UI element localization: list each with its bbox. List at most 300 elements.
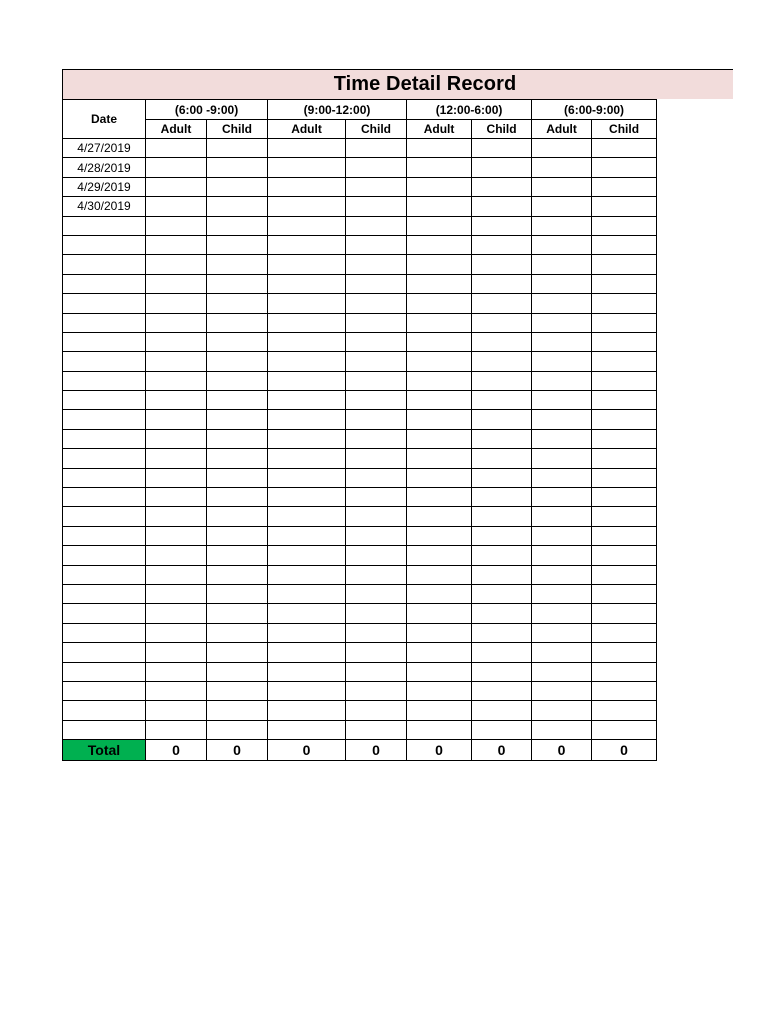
count-cell[interactable] xyxy=(268,274,346,293)
count-cell[interactable] xyxy=(472,235,532,254)
count-cell[interactable] xyxy=(407,643,472,662)
count-cell[interactable] xyxy=(407,584,472,603)
count-cell[interactable] xyxy=(346,197,407,216)
count-cell[interactable] xyxy=(407,546,472,565)
count-cell[interactable] xyxy=(146,371,207,390)
count-cell[interactable] xyxy=(146,604,207,623)
count-cell[interactable] xyxy=(207,546,268,565)
total-value: 0 xyxy=(472,740,532,761)
count-cell[interactable] xyxy=(532,546,592,565)
count-cell[interactable] xyxy=(532,274,592,293)
count-cell[interactable] xyxy=(146,701,207,720)
count-cell[interactable] xyxy=(207,584,268,603)
count-cell[interactable] xyxy=(268,584,346,603)
count-cell[interactable] xyxy=(407,681,472,700)
count-cell[interactable] xyxy=(268,352,346,371)
date-cell[interactable] xyxy=(63,429,146,448)
total-value: 0 xyxy=(346,740,407,761)
count-cell[interactable] xyxy=(407,352,472,371)
count-cell[interactable] xyxy=(407,313,472,332)
date-cell[interactable] xyxy=(63,449,146,468)
count-cell[interactable] xyxy=(407,294,472,313)
count-cell[interactable] xyxy=(268,507,346,526)
count-cell[interactable] xyxy=(532,643,592,662)
count-cell[interactable] xyxy=(268,720,346,739)
count-cell[interactable] xyxy=(346,177,407,196)
count-cell[interactable] xyxy=(346,507,407,526)
count-cell[interactable] xyxy=(592,371,657,390)
count-cell[interactable] xyxy=(346,371,407,390)
total-value: 0 xyxy=(146,740,207,761)
count-cell[interactable] xyxy=(592,332,657,351)
count-cell[interactable] xyxy=(268,177,346,196)
count-cell[interactable] xyxy=(207,643,268,662)
count-cell[interactable] xyxy=(268,139,346,158)
count-cell[interactable] xyxy=(407,526,472,545)
count-cell[interactable] xyxy=(346,429,407,448)
count-cell[interactable] xyxy=(207,662,268,681)
count-cell[interactable] xyxy=(146,410,207,429)
count-cell[interactable] xyxy=(592,643,657,662)
count-cell[interactable] xyxy=(407,720,472,739)
count-cell[interactable] xyxy=(532,197,592,216)
count-cell[interactable] xyxy=(346,720,407,739)
count-cell[interactable] xyxy=(346,604,407,623)
date-cell[interactable] xyxy=(63,274,146,293)
table-row xyxy=(63,720,657,739)
count-cell[interactable] xyxy=(146,720,207,739)
count-cell[interactable] xyxy=(268,371,346,390)
count-cell[interactable] xyxy=(472,313,532,332)
date-cell[interactable] xyxy=(63,662,146,681)
count-cell[interactable] xyxy=(532,488,592,507)
count-cell[interactable] xyxy=(472,429,532,448)
child-header: Child xyxy=(346,120,407,139)
count-cell[interactable] xyxy=(207,488,268,507)
count-cell[interactable] xyxy=(472,681,532,700)
count-cell[interactable] xyxy=(592,216,657,235)
date-cell[interactable] xyxy=(63,391,146,410)
count-cell[interactable] xyxy=(146,197,207,216)
count-cell[interactable] xyxy=(592,197,657,216)
count-cell[interactable] xyxy=(346,526,407,545)
date-cell[interactable] xyxy=(63,526,146,545)
count-cell[interactable] xyxy=(407,662,472,681)
count-cell[interactable] xyxy=(472,584,532,603)
count-cell[interactable] xyxy=(472,526,532,545)
date-cell[interactable] xyxy=(63,313,146,332)
date-cell[interactable] xyxy=(63,468,146,487)
count-cell[interactable] xyxy=(407,235,472,254)
count-cell[interactable] xyxy=(592,604,657,623)
date-cell[interactable] xyxy=(63,565,146,584)
count-cell[interactable] xyxy=(346,410,407,429)
count-cell[interactable] xyxy=(532,604,592,623)
count-cell[interactable] xyxy=(592,313,657,332)
date-cell[interactable] xyxy=(63,681,146,700)
count-cell[interactable] xyxy=(268,449,346,468)
count-cell[interactable] xyxy=(532,391,592,410)
count-cell[interactable] xyxy=(592,565,657,584)
count-cell[interactable] xyxy=(592,352,657,371)
count-cell[interactable] xyxy=(207,177,268,196)
count-cell[interactable] xyxy=(592,507,657,526)
count-cell[interactable] xyxy=(592,584,657,603)
count-cell[interactable] xyxy=(207,449,268,468)
count-cell[interactable] xyxy=(207,507,268,526)
count-cell[interactable] xyxy=(207,216,268,235)
count-cell[interactable] xyxy=(346,332,407,351)
count-cell[interactable] xyxy=(268,197,346,216)
count-cell[interactable] xyxy=(407,391,472,410)
count-cell[interactable] xyxy=(532,294,592,313)
count-cell[interactable] xyxy=(472,720,532,739)
date-cell[interactable] xyxy=(63,623,146,642)
count-cell[interactable] xyxy=(207,623,268,642)
count-cell[interactable] xyxy=(207,255,268,274)
count-cell[interactable] xyxy=(472,255,532,274)
count-cell[interactable] xyxy=(346,158,407,177)
count-cell[interactable] xyxy=(146,294,207,313)
count-cell[interactable] xyxy=(146,255,207,274)
count-cell[interactable] xyxy=(472,468,532,487)
date-cell[interactable] xyxy=(63,546,146,565)
date-cell[interactable] xyxy=(63,332,146,351)
count-cell[interactable] xyxy=(346,235,407,254)
count-cell[interactable] xyxy=(268,332,346,351)
count-cell[interactable] xyxy=(207,158,268,177)
date-cell[interactable] xyxy=(63,584,146,603)
count-cell[interactable] xyxy=(532,584,592,603)
count-cell[interactable] xyxy=(346,584,407,603)
count-cell[interactable] xyxy=(407,139,472,158)
count-cell[interactable] xyxy=(592,429,657,448)
count-cell[interactable] xyxy=(592,526,657,545)
count-cell[interactable] xyxy=(532,410,592,429)
count-cell[interactable] xyxy=(472,410,532,429)
count-cell[interactable] xyxy=(532,681,592,700)
count-cell[interactable] xyxy=(268,526,346,545)
count-cell[interactable] xyxy=(207,352,268,371)
count-cell[interactable] xyxy=(346,255,407,274)
count-cell[interactable] xyxy=(592,546,657,565)
date-cell[interactable] xyxy=(63,701,146,720)
count-cell[interactable] xyxy=(146,488,207,507)
count-cell[interactable] xyxy=(532,177,592,196)
count-cell[interactable] xyxy=(532,332,592,351)
count-cell[interactable] xyxy=(407,197,472,216)
count-cell[interactable] xyxy=(472,449,532,468)
count-cell[interactable] xyxy=(592,701,657,720)
count-cell[interactable] xyxy=(472,662,532,681)
count-cell[interactable] xyxy=(592,235,657,254)
count-cell[interactable] xyxy=(407,255,472,274)
count-cell[interactable] xyxy=(472,507,532,526)
count-cell[interactable] xyxy=(407,488,472,507)
count-cell[interactable] xyxy=(268,488,346,507)
count-cell[interactable] xyxy=(207,565,268,584)
count-cell[interactable] xyxy=(146,429,207,448)
count-cell[interactable] xyxy=(207,391,268,410)
count-cell[interactable] xyxy=(407,274,472,293)
count-cell[interactable] xyxy=(268,681,346,700)
count-cell[interactable] xyxy=(592,294,657,313)
count-cell[interactable] xyxy=(146,662,207,681)
count-cell[interactable] xyxy=(592,177,657,196)
count-cell[interactable] xyxy=(146,565,207,584)
date-cell[interactable] xyxy=(63,255,146,274)
count-cell[interactable] xyxy=(407,177,472,196)
count-cell[interactable] xyxy=(207,139,268,158)
count-cell[interactable] xyxy=(532,468,592,487)
count-cell[interactable] xyxy=(592,158,657,177)
count-cell[interactable] xyxy=(268,565,346,584)
count-cell[interactable] xyxy=(407,449,472,468)
count-cell[interactable] xyxy=(268,604,346,623)
count-cell[interactable] xyxy=(532,158,592,177)
count-cell[interactable] xyxy=(532,235,592,254)
count-cell[interactable] xyxy=(207,604,268,623)
date-cell[interactable] xyxy=(63,352,146,371)
period-header: (6:00-9:00) xyxy=(532,100,657,120)
count-cell[interactable] xyxy=(146,352,207,371)
count-cell[interactable] xyxy=(346,313,407,332)
count-cell[interactable] xyxy=(407,701,472,720)
count-cell[interactable] xyxy=(268,662,346,681)
date-cell[interactable] xyxy=(63,720,146,739)
count-cell[interactable] xyxy=(592,410,657,429)
count-cell[interactable] xyxy=(207,720,268,739)
count-cell[interactable] xyxy=(207,274,268,293)
count-cell[interactable] xyxy=(346,274,407,293)
count-cell[interactable] xyxy=(472,488,532,507)
count-cell[interactable] xyxy=(346,565,407,584)
table-row xyxy=(63,701,657,720)
count-cell[interactable] xyxy=(146,449,207,468)
count-cell[interactable] xyxy=(407,429,472,448)
count-cell[interactable] xyxy=(592,623,657,642)
count-cell[interactable] xyxy=(146,643,207,662)
date-cell[interactable] xyxy=(63,643,146,662)
count-cell[interactable] xyxy=(532,429,592,448)
count-cell[interactable] xyxy=(472,274,532,293)
count-cell[interactable] xyxy=(146,177,207,196)
count-cell[interactable] xyxy=(146,158,207,177)
count-cell[interactable] xyxy=(346,546,407,565)
count-cell[interactable] xyxy=(346,468,407,487)
table-row xyxy=(63,623,657,642)
count-cell[interactable] xyxy=(207,410,268,429)
count-cell[interactable] xyxy=(146,584,207,603)
count-cell[interactable] xyxy=(146,332,207,351)
count-cell[interactable] xyxy=(207,468,268,487)
count-cell[interactable] xyxy=(207,371,268,390)
count-cell[interactable] xyxy=(532,623,592,642)
table-row xyxy=(63,332,657,351)
count-cell[interactable] xyxy=(472,546,532,565)
count-cell[interactable] xyxy=(268,643,346,662)
count-cell[interactable] xyxy=(146,391,207,410)
count-cell[interactable] xyxy=(268,158,346,177)
count-cell[interactable] xyxy=(207,526,268,545)
table-row xyxy=(63,255,657,274)
count-cell[interactable] xyxy=(146,216,207,235)
count-cell[interactable] xyxy=(407,565,472,584)
count-cell[interactable] xyxy=(346,139,407,158)
count-cell[interactable] xyxy=(472,332,532,351)
table-row xyxy=(63,197,657,216)
count-cell[interactable] xyxy=(268,410,346,429)
count-cell[interactable] xyxy=(472,623,532,642)
count-cell[interactable] xyxy=(532,565,592,584)
count-cell[interactable] xyxy=(346,662,407,681)
count-cell[interactable] xyxy=(346,294,407,313)
count-cell[interactable] xyxy=(472,197,532,216)
count-cell[interactable] xyxy=(472,294,532,313)
count-cell[interactable] xyxy=(472,565,532,584)
count-cell[interactable] xyxy=(532,255,592,274)
date-cell[interactable] xyxy=(63,371,146,390)
count-cell[interactable] xyxy=(472,158,532,177)
count-cell[interactable] xyxy=(532,701,592,720)
count-cell[interactable] xyxy=(532,139,592,158)
table-row xyxy=(63,662,657,681)
count-cell[interactable] xyxy=(592,720,657,739)
count-cell[interactable] xyxy=(407,604,472,623)
count-cell[interactable] xyxy=(207,294,268,313)
count-cell[interactable] xyxy=(146,681,207,700)
count-cell[interactable] xyxy=(268,701,346,720)
count-cell[interactable] xyxy=(346,681,407,700)
count-cell[interactable] xyxy=(532,449,592,468)
count-cell[interactable] xyxy=(592,468,657,487)
count-cell[interactable] xyxy=(346,449,407,468)
count-cell[interactable] xyxy=(407,371,472,390)
count-cell[interactable] xyxy=(268,313,346,332)
count-cell[interactable] xyxy=(346,643,407,662)
count-cell[interactable] xyxy=(472,352,532,371)
count-cell[interactable] xyxy=(268,294,346,313)
count-cell[interactable] xyxy=(268,623,346,642)
count-cell[interactable] xyxy=(532,662,592,681)
date-cell[interactable] xyxy=(63,604,146,623)
date-cell[interactable]: 4/29/2019 xyxy=(63,177,146,196)
count-cell[interactable] xyxy=(146,468,207,487)
count-cell[interactable] xyxy=(207,332,268,351)
date-cell[interactable] xyxy=(63,488,146,507)
count-cell[interactable] xyxy=(532,313,592,332)
count-cell[interactable] xyxy=(346,623,407,642)
table-row xyxy=(63,604,657,623)
count-cell[interactable] xyxy=(268,235,346,254)
count-cell[interactable] xyxy=(268,216,346,235)
date-cell[interactable] xyxy=(63,216,146,235)
count-cell[interactable] xyxy=(207,429,268,448)
count-cell[interactable] xyxy=(268,546,346,565)
table-row xyxy=(63,449,657,468)
count-cell[interactable] xyxy=(532,720,592,739)
date-cell[interactable]: 4/27/2019 xyxy=(63,139,146,158)
date-cell[interactable] xyxy=(63,410,146,429)
count-cell[interactable] xyxy=(532,507,592,526)
count-cell[interactable] xyxy=(207,701,268,720)
count-cell[interactable] xyxy=(146,274,207,293)
count-cell[interactable] xyxy=(146,623,207,642)
count-cell[interactable] xyxy=(268,255,346,274)
count-cell[interactable] xyxy=(346,391,407,410)
count-cell[interactable] xyxy=(268,391,346,410)
child-header: Child xyxy=(472,120,532,139)
count-cell[interactable] xyxy=(268,429,346,448)
count-cell[interactable] xyxy=(146,526,207,545)
table-row xyxy=(63,313,657,332)
date-cell[interactable] xyxy=(63,507,146,526)
count-cell[interactable] xyxy=(532,526,592,545)
count-cell[interactable] xyxy=(592,488,657,507)
count-cell[interactable] xyxy=(146,546,207,565)
count-cell[interactable] xyxy=(407,332,472,351)
count-cell[interactable] xyxy=(346,352,407,371)
count-cell[interactable] xyxy=(592,139,657,158)
count-cell[interactable] xyxy=(472,391,532,410)
count-cell[interactable] xyxy=(346,701,407,720)
table-row xyxy=(63,468,657,487)
count-cell[interactable] xyxy=(592,662,657,681)
count-cell[interactable] xyxy=(207,235,268,254)
table-row xyxy=(63,410,657,429)
count-cell[interactable] xyxy=(146,139,207,158)
count-cell[interactable] xyxy=(592,255,657,274)
count-cell[interactable] xyxy=(592,274,657,293)
count-cell[interactable] xyxy=(472,701,532,720)
date-cell[interactable]: 4/28/2019 xyxy=(63,158,146,177)
count-cell[interactable] xyxy=(532,371,592,390)
count-cell[interactable] xyxy=(472,643,532,662)
date-cell[interactable]: 4/30/2019 xyxy=(63,197,146,216)
count-cell[interactable] xyxy=(592,681,657,700)
count-cell[interactable] xyxy=(472,604,532,623)
count-cell[interactable] xyxy=(207,681,268,700)
count-cell[interactable] xyxy=(146,507,207,526)
date-cell[interactable] xyxy=(63,294,146,313)
date-cell[interactable] xyxy=(63,235,146,254)
count-cell[interactable] xyxy=(346,216,407,235)
table-row xyxy=(63,546,657,565)
count-cell[interactable] xyxy=(472,216,532,235)
count-cell[interactable] xyxy=(207,313,268,332)
table-row xyxy=(63,681,657,700)
count-cell[interactable] xyxy=(472,139,532,158)
count-cell[interactable] xyxy=(472,371,532,390)
count-cell[interactable] xyxy=(592,391,657,410)
count-cell[interactable] xyxy=(407,507,472,526)
count-cell[interactable] xyxy=(532,216,592,235)
count-cell[interactable] xyxy=(407,468,472,487)
count-cell[interactable] xyxy=(346,488,407,507)
count-cell[interactable] xyxy=(146,235,207,254)
count-cell[interactable] xyxy=(268,468,346,487)
count-cell[interactable] xyxy=(407,216,472,235)
count-cell[interactable] xyxy=(407,623,472,642)
count-cell[interactable] xyxy=(472,177,532,196)
count-cell[interactable] xyxy=(207,197,268,216)
count-cell[interactable] xyxy=(146,313,207,332)
count-cell[interactable] xyxy=(592,449,657,468)
adult-header: Adult xyxy=(268,120,346,139)
count-cell[interactable] xyxy=(407,410,472,429)
count-cell[interactable] xyxy=(407,158,472,177)
count-cell[interactable] xyxy=(532,352,592,371)
